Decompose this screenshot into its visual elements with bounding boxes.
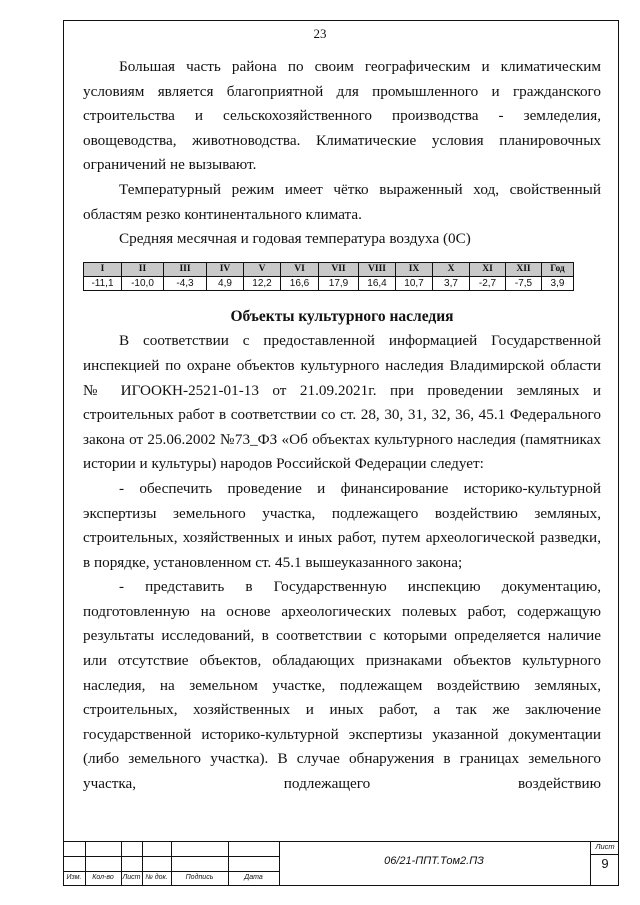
month-header: VIII <box>359 262 396 276</box>
temperature-cell: 3,9 <box>542 276 574 290</box>
doc-number-label: № док. <box>145 874 168 881</box>
temperature-cell: 16,4 <box>359 276 396 290</box>
month-header: X <box>433 262 470 276</box>
month-header: V <box>244 262 281 276</box>
quantity-label: Кол-во <box>92 874 114 881</box>
table-caption: Средняя месячная и годовая температура воздуха (0С) <box>119 230 471 248</box>
temperature-cell: 17,9 <box>319 276 359 290</box>
month-header: I <box>84 262 122 276</box>
temperature-cell: -10,0 <box>122 276 164 290</box>
paragraph-item-2: - представить в Государственную инспекцию документацию, подготовленную на основе археологических полевых работ, содержащую результаты исследований, в соответствии с которыми определяется наличие или отсутствие объектов, обладающих признаками объектов культурного наследия, на земельном участке, подлежащем воздействию земляных, строительных, хозяйственных и иных работ, а так же заключение государственной историко-культурной экспертизы указанной документации (либо земельного участка). В случае обнаружения в границах земельного участка, подлежащего воздействию <box>83 578 601 793</box>
temperature-table <box>83 262 574 291</box>
paragraph-geography: Большая часть района по своим географическим и климатическим условиям является благоприятной для промышленного и гражданского строительства и сельскохозяйственного производства - земледелия, овощеводства, животноводства. Климатические условия планировочных ограничений не вызывают. <box>83 58 601 174</box>
temperature-cell: -2,7 <box>470 276 506 290</box>
temperature-cell: -11,1 <box>84 276 122 290</box>
section-heading: Объекты культурного наследия <box>230 307 454 325</box>
month-header: IV <box>207 262 244 276</box>
temperature-cell: 12,2 <box>244 276 281 290</box>
sheet-col-label: Лист <box>122 874 141 881</box>
temperature-cell: 4,9 <box>207 276 244 290</box>
temperature-cell: 3,7 <box>433 276 470 290</box>
month-header: XII <box>506 262 542 276</box>
temperature-table-row <box>84 276 574 290</box>
sheet-label: Лист <box>595 842 615 851</box>
document-body <box>83 55 601 797</box>
temperature-cell: -4,3 <box>164 276 207 290</box>
temperature-cell: 10,7 <box>396 276 433 290</box>
month-header: VI <box>281 262 319 276</box>
paragraph-item-1: - обеспечить проведение и финансирование историко-культурной экспертизы земельного участка, подлежащего воздействию земляных, строительных, хозяйственных и иных работ, путем археологической разведки, в порядке, установленном ст. 45.1 вышеуказанного закона; <box>83 479 601 571</box>
month-header: VII <box>319 262 359 276</box>
month-header: IX <box>396 262 433 276</box>
month-header: III <box>164 262 207 276</box>
title-block <box>63 841 619 886</box>
temperature-cell: 16,6 <box>281 276 319 290</box>
document-code: 06/21-ППТ.Том2.ПЗ <box>384 855 484 867</box>
page-number: 23 <box>313 26 327 41</box>
month-header: II <box>122 262 164 276</box>
revision-label: Изм. <box>66 874 82 881</box>
month-header: XI <box>470 262 506 276</box>
year-header: Год <box>542 262 574 276</box>
temperature-cell: -7,5 <box>506 276 542 290</box>
signature-label: Подпись <box>185 874 214 881</box>
temperature-table-header <box>84 262 574 276</box>
paragraph-temperature: Температурный режим имеет чётко выраженный ход, свойственный областям резко континентального климата. <box>83 180 601 223</box>
date-label: Дата <box>244 874 263 881</box>
paragraph-inspection: В соответствии с предоставленной информацией Государственной инспекцией по охране объектов культурного наследия Владимирской области № ИГООКН-2521-01-13 от 21.09.2021г. при проведении земляных и строительных работ в соответствии со ст. 28, 30, 31, 32, 36, 45.1 Федерального закона от 25.06.2002 №73_ФЗ «Об объектах культурного наследия (памятниках истории и культуры) народов Российской Федерации следует: <box>83 332 601 473</box>
sheet-number: 9 <box>601 856 609 871</box>
